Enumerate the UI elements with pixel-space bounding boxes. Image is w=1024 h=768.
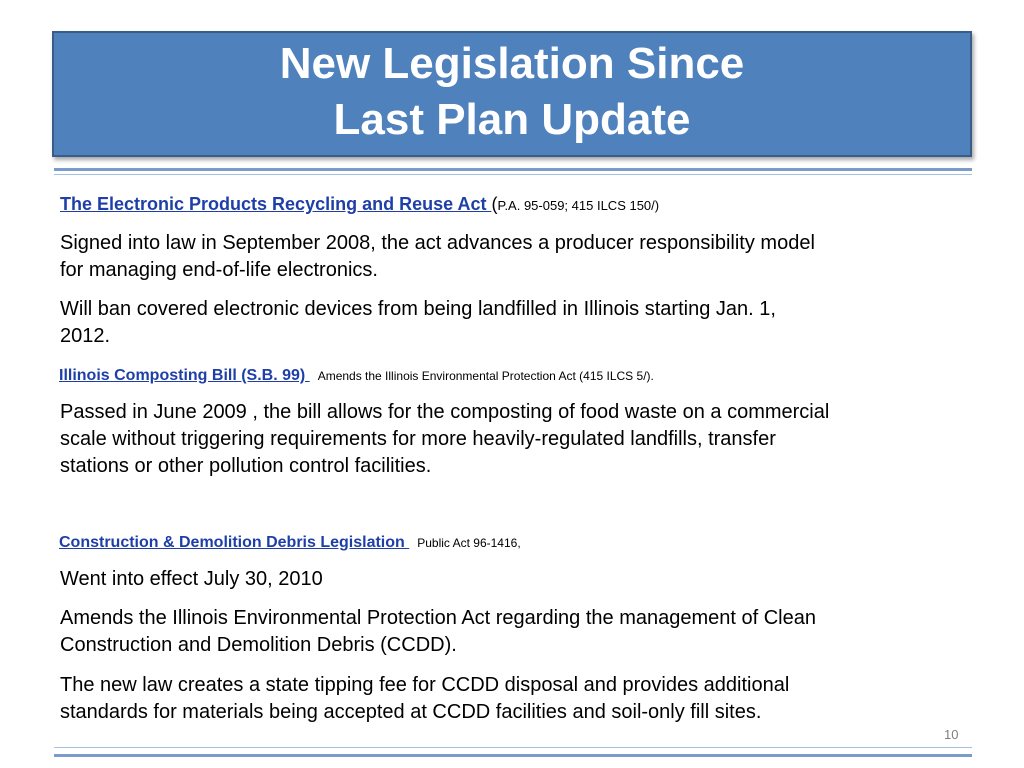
- bottom-divider-thin: [54, 747, 972, 748]
- electronic-products-act-link[interactable]: The Electronic Products Recycling and Reuse Act: [60, 194, 492, 214]
- composting-bill-link[interactable]: Illinois Composting Bill (S.B. 99): [59, 367, 310, 384]
- section1-para2-line2: 2012.: [60, 325, 111, 347]
- section3-para3-line2: standards for materials being accepted at CCDD facilities and soil-only fill sites.: [60, 701, 762, 723]
- bottom-divider: [54, 754, 972, 757]
- cd-debris-legislation-link[interactable]: Construction & Demolition Debris Legislation: [59, 534, 410, 551]
- section3-para2-line1: Amends the Illinois Environmental Protection Act regarding the management of Clean: [60, 607, 816, 629]
- section1-para1-line1: Signed into law in September 2008, the act advances a producer responsibility model: [60, 232, 815, 254]
- section2-citation: Amends the Illinois Environmental Protection Act (415 ILCS 5/).: [317, 369, 654, 383]
- page-number: 10: [944, 727, 959, 742]
- section1-citation: P.A. 95-059; 415 ILCS 150/): [497, 198, 660, 213]
- section3-para2-line2: Construction and Demolition Debris (CCDD).: [60, 634, 457, 656]
- section1-heading: [60, 192, 659, 218]
- section1-paren: (: [491, 194, 498, 214]
- section2-para1-line3: stations or other pollution control facilities.: [60, 455, 432, 477]
- top-divider-thin: [54, 174, 972, 175]
- slide-title-line-1: New Legislation Since: [279, 39, 745, 88]
- section3-citation: Public Act 96-1416,: [417, 536, 521, 550]
- section1-para2-line1: Will ban covered electronic devices from being landfilled in Illinois starting Jan. 1,: [60, 298, 776, 320]
- section2-para1-line2: scale without triggering requirements for more heavily-regulated landfills, transfer: [60, 428, 776, 450]
- section3-heading: [59, 532, 521, 554]
- section2-para1-line1: Passed in June 2009 , the bill allows for the composting of food waste on a commercial: [60, 401, 830, 423]
- section3-para3-line1: The new law creates a state tipping fee for CCDD disposal and provides additional: [60, 674, 790, 696]
- title-box: [52, 31, 972, 157]
- section3-para1: Went into effect July 30, 2010: [60, 568, 323, 590]
- slide-title-line-2: Last Plan Update: [333, 95, 691, 144]
- section1-para1-line2: for managing end-of-life electronics.: [60, 259, 378, 281]
- top-divider: [54, 168, 972, 171]
- section2-heading: [59, 365, 654, 387]
